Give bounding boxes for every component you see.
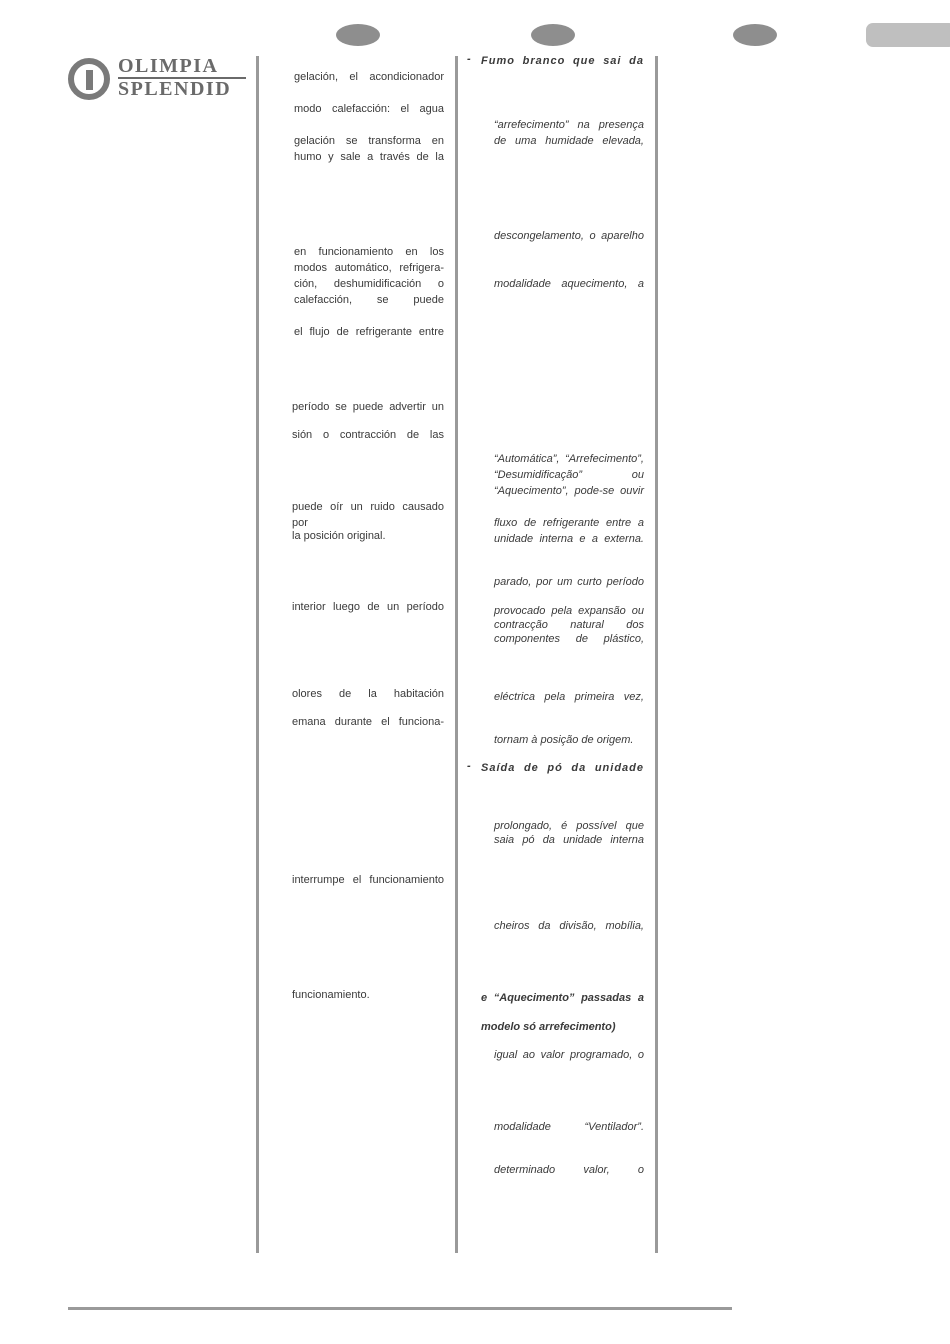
logo-o-bar [86, 70, 93, 90]
column-divider-1 [256, 56, 259, 1253]
pt-line: “Desumidificação” ou [494, 469, 644, 481]
pt-line: componentes de plástico, [494, 633, 644, 645]
pt-heading2: Saída de pó da unidade [481, 762, 644, 774]
es-line: sión o contracción de las [292, 429, 444, 441]
pt-heading1-dash: - [467, 53, 471, 65]
es-line: humo y sale a través de la [294, 151, 444, 163]
es-line: olores de la habitación [292, 688, 444, 700]
es-line: puede oír un ruido causado por [292, 501, 444, 529]
pt-line: fluxo de refrigerante entre a [494, 517, 644, 529]
pt-line: cheiros da divisão, mobília, [494, 920, 644, 932]
pt-line: eléctrica pela primeira vez, [494, 691, 644, 703]
pt-line: tornam à posição de origem. [494, 734, 634, 746]
pt-bold-line: e “Aquecimento” passadas a [481, 992, 644, 1004]
es-line: modo calefacción: el agua [294, 103, 444, 115]
pt-line: descongelamento, o aparelho [494, 230, 644, 242]
language-tab-marker-3 [733, 24, 777, 46]
es-line: modos automático, refrigera- [294, 262, 444, 274]
es-line: el flujo de refrigerante entre [294, 326, 444, 338]
footer-rule [68, 1307, 732, 1310]
language-tab-marker-2 [531, 24, 575, 46]
pt-heading2-dash: - [467, 760, 471, 772]
column-divider-2 [455, 56, 458, 1253]
es-line: interrumpe el funcionamiento [292, 874, 444, 886]
column-divider-3 [655, 56, 658, 1253]
pt-bold-line: modelo só arrefecimento) [481, 1021, 616, 1033]
language-tab-marker-1 [336, 24, 380, 46]
brand-line1: OLIMPIA [118, 55, 219, 77]
pt-heading1: Fumo branco que sai da [481, 55, 644, 67]
es-line: interior luego de un período [292, 601, 444, 613]
pt-line: modalidade aquecimento, a [494, 278, 644, 290]
es-line: período se puede advertir un [292, 401, 444, 413]
pt-line: “Automática”, “Arrefecimento”, [494, 453, 644, 465]
es-line: gelación, el acondicionador [294, 71, 444, 83]
es-line: funcionamiento. [292, 989, 370, 1001]
es-line: calefacción, se puede [294, 294, 444, 306]
pt-line: contracção natural dos [494, 619, 644, 631]
pt-line: “Aquecimento”, pode-se ouvir [494, 485, 644, 497]
pt-line: modalidade “Ventilador”. [494, 1121, 644, 1133]
es-line: en funcionamiento en los [294, 246, 444, 258]
pt-line: provocado pela expansão ou [494, 605, 644, 617]
es-line: gelación se transforma en [294, 135, 444, 147]
pt-line: igual ao valor programado, o [494, 1049, 644, 1061]
brand-line2: SPLENDID [118, 78, 232, 100]
pt-line: “arrefecimento” na presença [494, 119, 644, 131]
pt-line: determinado valor, o [494, 1164, 644, 1176]
pt-line: parado, por um curto período [494, 576, 644, 588]
pt-line: prolongado, é possível que [494, 820, 644, 832]
es-line: ción, deshumidificación o [294, 278, 444, 290]
pt-line: unidade interna e a externa. [494, 533, 644, 545]
language-tab-active [866, 23, 950, 47]
pt-line: de uma humidade elevada, [494, 135, 644, 147]
brand-logo [68, 55, 248, 100]
es-line: emana durante el funciona- [292, 716, 444, 728]
es-line: la posición original. [292, 530, 386, 542]
pt-line: saia pó da unidade interna [494, 834, 644, 846]
